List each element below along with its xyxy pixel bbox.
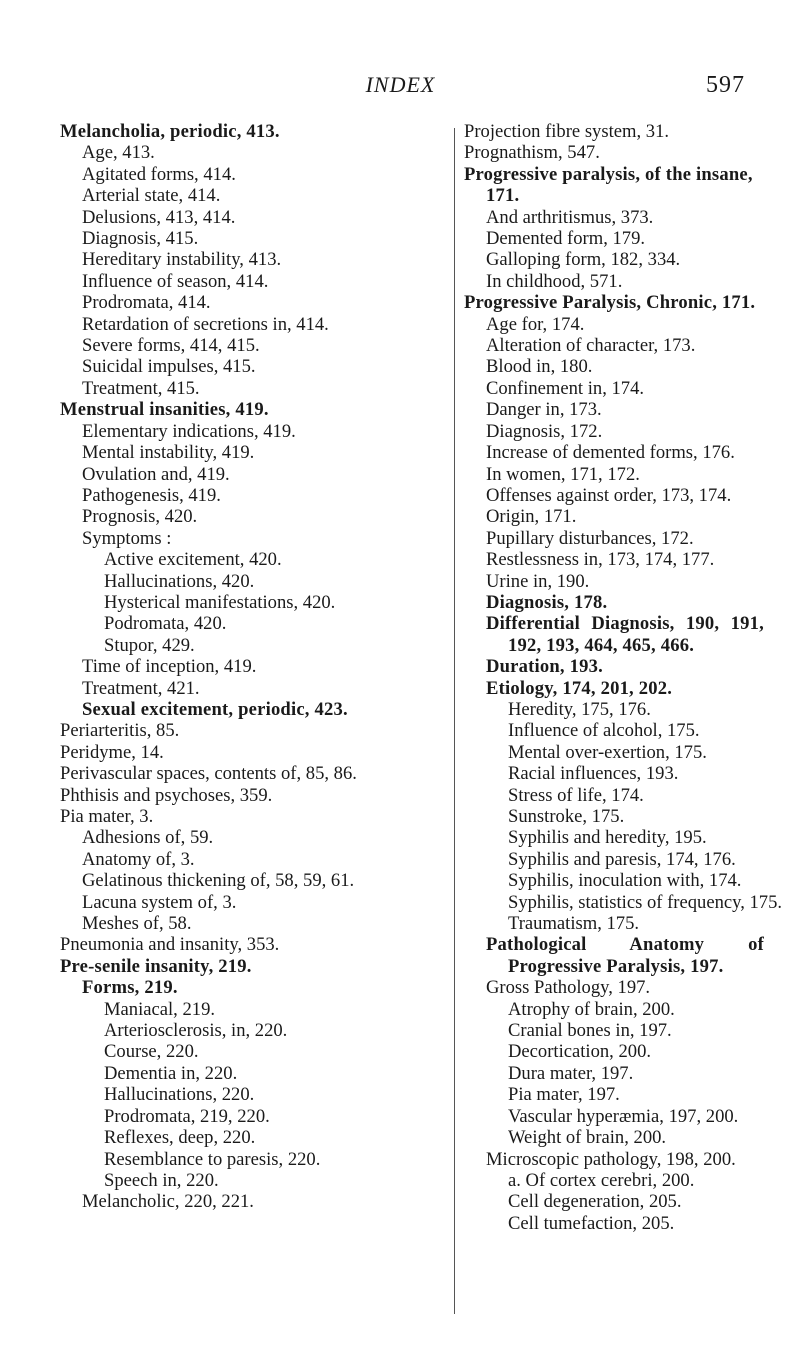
index-entry: Stress of life, 174. xyxy=(508,784,644,806)
index-entry: Prodromata, 219, 220. xyxy=(104,1105,270,1127)
index-heading: Progressive Paralysis, Chronic, 171. xyxy=(464,292,756,314)
index-entry: Increase of demented forms, 176. xyxy=(486,442,735,464)
index-entry: Diagnosis, 172. xyxy=(486,420,603,442)
index-entry: Origin, 171. xyxy=(486,506,577,528)
index-entry: Reflexes, deep, 220. xyxy=(104,1127,256,1149)
index-entry: Mental instability, 419. xyxy=(82,442,255,464)
index-entry: Peridyme, 14. xyxy=(60,741,164,763)
index-entry: Periarteritis, 85. xyxy=(60,720,180,742)
index-entry: Cell degeneration, 205. xyxy=(508,1191,682,1213)
index-heading: Menstrual insanities, 419. xyxy=(60,399,269,421)
index-entry: Elementary indications, 419. xyxy=(82,420,296,442)
index-entry: Heredity, 175, 176. xyxy=(508,698,651,720)
index-entry: Symptoms : xyxy=(82,527,172,549)
index-entry: Sunstroke, 175. xyxy=(508,806,625,827)
index-entry: Course, 220. xyxy=(104,1041,199,1063)
index-entry: And arthritismus, 373. xyxy=(486,206,654,228)
index-entry: Galloping form, 182, 334. xyxy=(486,249,681,271)
index-entry: Blood in, 180. xyxy=(486,356,593,378)
index-entry: Lacuna system of, 3. xyxy=(82,891,237,913)
index-heading: Pathological Anatomy of Progressive Paralysis, 197. xyxy=(486,934,764,977)
index-entry: Syphilis, statistics of frequency, 175. xyxy=(508,891,783,913)
index-entry: Adhesions of, 59. xyxy=(82,827,214,849)
index-heading: Pre-senile insanity, 219. xyxy=(60,955,252,977)
index-entry: Time of inception, 419. xyxy=(82,656,257,678)
index-entry: Podromata, 420. xyxy=(104,613,227,635)
index-entry: Prodromata, 414. xyxy=(82,292,211,314)
index-column-left xyxy=(60,121,442,1213)
index-entry: Arterial state, 414. xyxy=(82,185,221,207)
index-entry: Prognosis, 420. xyxy=(82,506,198,528)
index-entry: Urine in, 190. xyxy=(486,570,590,592)
index-entry: Racial influences, 193. xyxy=(508,763,679,785)
index-entry: Retardation of secretions in, 414. xyxy=(82,313,329,335)
index-entry: Dura mater, 197. xyxy=(508,1062,634,1084)
index-entry: Pia mater, 3. xyxy=(60,806,154,827)
index-entry: Age for, 174. xyxy=(486,313,585,335)
index-entry: Melancholic, 220, 221. xyxy=(82,1191,254,1213)
index-entry: Delusions, 413, 414. xyxy=(82,206,236,228)
index-entry: Atrophy of brain, 200. xyxy=(508,998,675,1020)
index-heading: Duration, 193. xyxy=(486,656,603,678)
index-entry: Hysterical manifestations, 420. xyxy=(104,591,336,613)
index-entry: Prognathism, 547. xyxy=(464,142,600,164)
column-divider xyxy=(454,128,455,1314)
index-entry: Syphilis and paresis, 174, 176. xyxy=(508,848,736,870)
index-entry: Age, 413. xyxy=(82,142,155,164)
index-entry: Ovulation and, 419. xyxy=(82,463,230,485)
index-entry: Confinement in, 174. xyxy=(486,377,645,399)
index-entry: Treatment, 421. xyxy=(82,677,200,699)
index-entry: Hallucinations, 420. xyxy=(104,570,255,592)
index-entry: Speech in, 220. xyxy=(104,1169,219,1191)
index-entry: Traumatism, 175. xyxy=(508,913,640,935)
index-entry: a. Of cortex cerebri, 200. xyxy=(508,1169,695,1191)
index-entry: Alteration of character, 173. xyxy=(486,335,696,357)
index-entry: Influence of season, 414. xyxy=(82,270,269,292)
index-heading: Progressive paralysis, of the insane, 171. xyxy=(464,163,753,207)
index-entry: Diagnosis, 415. xyxy=(82,228,199,250)
index-entry: Gelatinous thickening of, 58, 59, 61. xyxy=(82,870,355,892)
index-entry: Suicidal impulses, 415. xyxy=(82,356,256,378)
index-entry: Hereditary instability, 413. xyxy=(82,249,282,271)
index-entry: Arteriosclerosis, in, 220. xyxy=(104,1020,288,1042)
index-entry: Phthisis and psychoses, 359. xyxy=(60,784,273,806)
index-entry: Cell tumefaction, 205. xyxy=(508,1212,675,1234)
index-entry: Active excitement, 420. xyxy=(104,549,282,571)
index-entry: Microscopic pathology, 198, 200. xyxy=(486,1148,736,1170)
index-entry: Offenses against order, 173, 174. xyxy=(486,484,732,506)
index-heading: Melancholia, periodic, 413. xyxy=(60,121,280,142)
index-entry: Syphilis and heredity, 195. xyxy=(508,827,707,849)
index-entry: Anatomy of, 3. xyxy=(82,848,195,870)
index-entry: Dementia in, 220. xyxy=(104,1062,238,1084)
index-entry: Agitated forms, 414. xyxy=(82,163,236,185)
index-heading: Sexual excitement, periodic, 423. xyxy=(82,698,348,720)
index-entry: Cranial bones in, 197. xyxy=(508,1020,672,1042)
index-heading: Etiology, 174, 201, 202. xyxy=(486,677,673,699)
index-entry: Severe forms, 414, 415. xyxy=(82,335,260,357)
index-entry: Gross Pathology, 197. xyxy=(486,977,651,999)
page-number: 597 xyxy=(706,72,745,98)
index-entry: Restlessness in, 173, 174, 177. xyxy=(486,549,715,571)
index-entry: Pathogenesis, 419. xyxy=(82,484,221,506)
index-entry: Influence of alcohol, 175. xyxy=(508,720,700,742)
index-entry: Vascular hyperæmia, 197, 200. xyxy=(508,1105,739,1127)
index-entry: Demented form, 179. xyxy=(486,228,646,250)
index-entry: Resemblance to paresis, 220. xyxy=(104,1148,321,1170)
index-entry: Treatment, 415. xyxy=(82,377,200,399)
index-heading: Diagnosis, 178. xyxy=(486,591,608,613)
index-entry: Hallucinations, 220. xyxy=(104,1084,255,1106)
index-column-right xyxy=(464,121,783,1234)
index-heading: Differential Diagnosis, 190, 191, 192, 193, 464, 465, 466. xyxy=(486,613,764,656)
index-entry: Maniacal, 219. xyxy=(104,998,216,1020)
index-entry: Pia mater, 197. xyxy=(508,1084,620,1106)
index-entry: Meshes of, 58. xyxy=(82,913,192,935)
index-entry: Weight of brain, 200. xyxy=(508,1127,667,1149)
page-header xyxy=(0,72,801,112)
index-entry: In women, 171, 172. xyxy=(486,463,640,485)
index-entry: In childhood, 571. xyxy=(486,270,623,292)
index-entry: Projection fibre system, 31. xyxy=(464,121,670,142)
index-entry: Perivascular spaces, contents of, 85, 86. xyxy=(60,763,357,785)
running-title: INDEX xyxy=(365,72,436,97)
index-entry: Pneumonia and insanity, 353. xyxy=(60,934,280,956)
index-entry: Syphilis, inoculation with, 174. xyxy=(508,870,742,892)
index-entry: Decortication, 200. xyxy=(508,1041,652,1063)
index-entry: Mental over-exertion, 175. xyxy=(508,741,707,763)
index-heading: Forms, 219. xyxy=(82,977,178,999)
index-entry: Stupor, 429. xyxy=(104,634,195,656)
index-entry: Pupillary disturbances, 172. xyxy=(486,527,694,549)
index-entry: Danger in, 173. xyxy=(486,399,602,421)
